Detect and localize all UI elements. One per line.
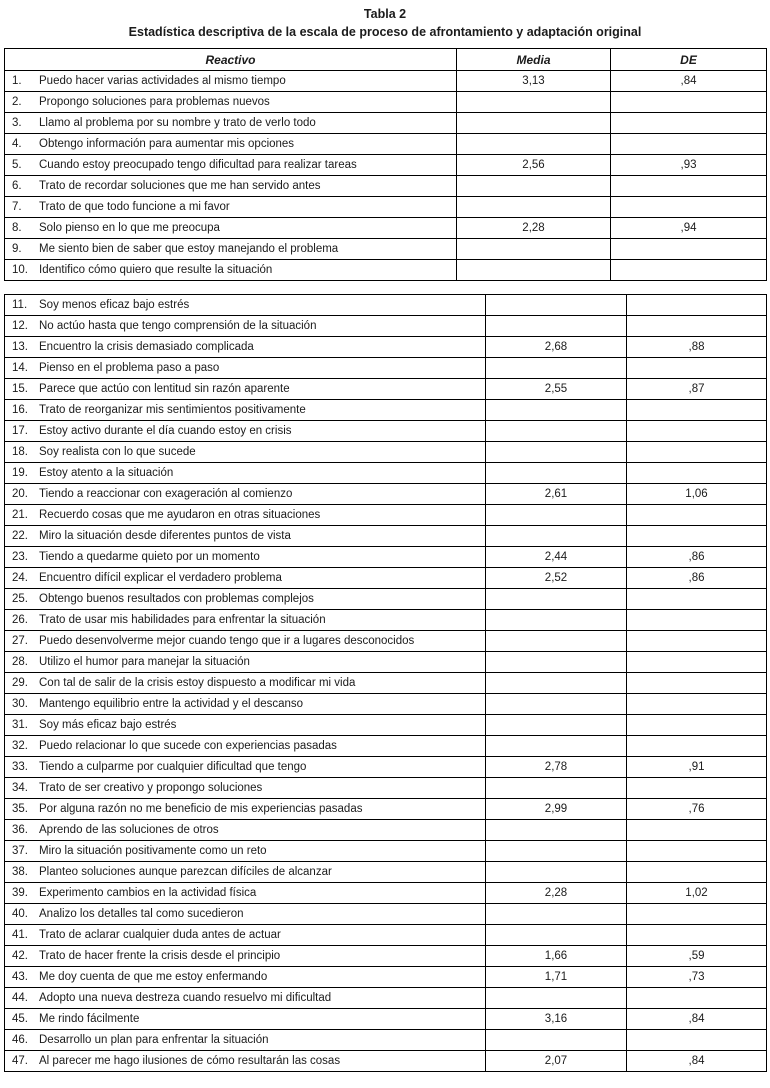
- item-text: Obtengo buenos resultados con problemas complejos: [39, 593, 314, 605]
- item-text: Con tal de salir de la crisis estoy dispuesto a modificar mi vida: [39, 677, 356, 689]
- de-cell: 1,02: [627, 883, 767, 904]
- reactivo-cell: [5, 421, 486, 442]
- item-number: 43.: [12, 971, 28, 983]
- de-cell: [627, 421, 767, 442]
- item-text: Puedo desenvolverme mejor cuando tengo que ir a lugares desconocidos: [39, 635, 415, 647]
- de-cell: [627, 988, 767, 1009]
- item-text: Me siento bien de saber que estoy manejando el problema: [39, 243, 339, 255]
- media-cell: 2,44: [486, 547, 627, 568]
- table-row: [5, 260, 767, 281]
- table-row: [5, 967, 767, 988]
- table-row: [5, 946, 767, 967]
- item-number: 26.: [12, 614, 28, 626]
- item-number: 17.: [12, 425, 28, 437]
- media-cell: [486, 736, 627, 757]
- media-cell: [457, 197, 611, 218]
- table-row: [5, 778, 767, 799]
- de-cell: ,73: [627, 967, 767, 988]
- table-row: [5, 757, 767, 778]
- table-row: [5, 134, 767, 155]
- header-media: Media: [457, 49, 611, 71]
- item-text: Pienso en el problema paso a paso: [39, 362, 220, 374]
- media-cell: [457, 176, 611, 197]
- table-row: [5, 925, 767, 946]
- table-row: [5, 1030, 767, 1051]
- de-cell: [611, 197, 767, 218]
- table-row: [5, 862, 767, 883]
- item-text: Analizo los detalles tal como sucedieron: [39, 908, 244, 920]
- media-cell: [486, 400, 627, 421]
- de-cell: [611, 92, 767, 113]
- media-cell: [486, 925, 627, 946]
- item-number: 1.: [12, 75, 22, 87]
- de-cell: ,94: [611, 218, 767, 239]
- table-row: [5, 218, 767, 239]
- reactivo-cell: [5, 862, 486, 883]
- item-text: Parece que actúo con lentitud sin razón aparente: [39, 383, 290, 395]
- reactivo-cell: [5, 218, 457, 239]
- reactivo-cell: [5, 379, 486, 400]
- table-row: [5, 736, 767, 757]
- item-number: 12.: [12, 320, 28, 332]
- de-cell: [611, 176, 767, 197]
- reactivo-cell: [5, 883, 486, 904]
- reactivo-cell: [5, 505, 486, 526]
- reactivo-cell: [5, 1009, 486, 1030]
- de-cell: [627, 778, 767, 799]
- de-cell: [627, 400, 767, 421]
- media-cell: [486, 358, 627, 379]
- media-cell: 3,16: [486, 1009, 627, 1030]
- reactivo-cell: [5, 673, 486, 694]
- de-cell: ,86: [627, 568, 767, 589]
- table-row: [5, 820, 767, 841]
- de-cell: ,87: [627, 379, 767, 400]
- item-number: 14.: [12, 362, 28, 374]
- table-row: [5, 442, 767, 463]
- media-cell: [486, 505, 627, 526]
- item-number: 29.: [12, 677, 28, 689]
- item-number: 37.: [12, 845, 28, 857]
- de-cell: [627, 925, 767, 946]
- media-cell: [486, 841, 627, 862]
- item-number: 18.: [12, 446, 28, 458]
- item-text: Encuentro la crisis demasiado complicada: [39, 341, 254, 353]
- item-number: 4.: [12, 138, 22, 150]
- item-number: 11.: [12, 299, 28, 311]
- item-text: Estoy activo durante el día cuando estoy en crisis: [39, 425, 292, 437]
- de-cell: ,84: [627, 1009, 767, 1030]
- de-cell: [611, 134, 767, 155]
- item-text: Trato de aclarar cualquier duda antes de actuar: [39, 929, 281, 941]
- item-number: 5.: [12, 159, 22, 171]
- table-row: [5, 841, 767, 862]
- reactivo-cell: [5, 610, 486, 631]
- reactivo-cell: [5, 239, 457, 260]
- item-text: Encuentro difícil explicar el verdadero problema: [39, 572, 282, 584]
- table-row: [5, 1009, 767, 1030]
- media-cell: [486, 862, 627, 883]
- item-text: Me doy cuenta de que me estoy enfermando: [39, 971, 268, 983]
- reactivo-cell: [5, 799, 486, 820]
- reactivo-cell: [5, 547, 486, 568]
- reactivo-cell: [5, 358, 486, 379]
- reactivo-cell: [5, 568, 486, 589]
- reactivo-cell: [5, 113, 457, 134]
- item-number: 7.: [12, 201, 22, 213]
- de-cell: [627, 715, 767, 736]
- media-cell: [486, 673, 627, 694]
- reactivo-cell: [5, 1030, 486, 1051]
- media-cell: 2,07: [486, 1051, 627, 1072]
- de-cell: [627, 841, 767, 862]
- table-row: [5, 694, 767, 715]
- item-text: Trato de ser creativo y propongo soluciones: [39, 782, 263, 794]
- reactivo-cell: [5, 484, 486, 505]
- item-number: 16.: [12, 404, 28, 416]
- table-row: [5, 71, 767, 92]
- item-number: 45.: [12, 1013, 28, 1025]
- table-title: Tabla 2: [363, 7, 407, 21]
- header-row: [5, 49, 767, 71]
- item-text: Adopto una nueva destreza cuando resuelvo mi dificultad: [39, 992, 332, 1004]
- table-row: [5, 176, 767, 197]
- item-number: 19.: [12, 467, 28, 479]
- reactivo-cell: [5, 71, 457, 92]
- table-row: [5, 316, 767, 337]
- media-cell: [457, 239, 611, 260]
- item-number: 31.: [12, 719, 28, 731]
- de-cell: [627, 295, 767, 316]
- de-cell: ,88: [627, 337, 767, 358]
- item-number: 36.: [12, 824, 28, 836]
- item-number: 24.: [12, 572, 28, 584]
- item-text: Por alguna razón no me beneficio de mis experiencias pasadas: [39, 803, 363, 815]
- table-row: [5, 610, 767, 631]
- table-row: [5, 400, 767, 421]
- de-cell: ,84: [611, 71, 767, 92]
- stats-table-block-1: [4, 48, 767, 281]
- table-row: [5, 197, 767, 218]
- item-number: 10.: [12, 264, 28, 276]
- item-text: Soy realista con lo que sucede: [39, 446, 196, 458]
- reactivo-cell: [5, 1051, 486, 1072]
- reactivo-cell: [5, 967, 486, 988]
- media-cell: 2,52: [486, 568, 627, 589]
- media-cell: 2,55: [486, 379, 627, 400]
- de-cell: [627, 505, 767, 526]
- item-number: 23.: [12, 551, 28, 563]
- item-number: 35.: [12, 803, 28, 815]
- table-page-break-gap: [4, 281, 766, 294]
- item-text: Miro la situación positivamente como un reto: [39, 845, 267, 857]
- media-cell: [457, 260, 611, 281]
- reactivo-cell: [5, 694, 486, 715]
- media-cell: [457, 113, 611, 134]
- item-text: Aprendo de las soluciones de otros: [39, 824, 219, 836]
- reactivo-cell: [5, 988, 486, 1009]
- de-cell: [627, 1030, 767, 1051]
- media-cell: [457, 134, 611, 155]
- item-text: Solo pienso en lo que me preocupa: [39, 222, 220, 234]
- media-cell: [486, 652, 627, 673]
- title-block: [4, 7, 766, 39]
- table-row: [5, 652, 767, 673]
- item-number: 2.: [12, 96, 22, 108]
- media-cell: [486, 295, 627, 316]
- media-cell: [486, 820, 627, 841]
- item-number: 34.: [12, 782, 28, 794]
- header-reactivo: Reactivo: [5, 49, 457, 71]
- media-cell: [486, 694, 627, 715]
- table-row: [5, 113, 767, 134]
- table-row: [5, 358, 767, 379]
- reactivo-cell: [5, 925, 486, 946]
- table-row: [5, 589, 767, 610]
- media-cell: 2,78: [486, 757, 627, 778]
- item-text: Puedo relacionar lo que sucede con experiencias pasadas: [39, 740, 337, 752]
- item-text: Soy más eficaz bajo estrés: [39, 719, 177, 731]
- media-cell: 2,68: [486, 337, 627, 358]
- reactivo-cell: [5, 778, 486, 799]
- header-de: DE: [611, 49, 767, 71]
- item-text: Trato de hacer frente la crisis desde el principio: [39, 950, 281, 962]
- table-row: [5, 421, 767, 442]
- item-number: 25.: [12, 593, 28, 605]
- table-row: [5, 883, 767, 904]
- item-text: Obtengo información para aumentar mis opciones: [39, 138, 295, 150]
- reactivo-cell: [5, 526, 486, 547]
- item-number: 27.: [12, 635, 28, 647]
- de-cell: [627, 673, 767, 694]
- reactivo-cell: [5, 463, 486, 484]
- item-number: 3.: [12, 117, 22, 129]
- item-text: Identifico cómo quiero que resulte la situación: [39, 264, 273, 276]
- item-text: No actúo hasta que tengo comprensión de la situación: [39, 320, 317, 332]
- reactivo-cell: [5, 295, 486, 316]
- de-cell: ,86: [627, 547, 767, 568]
- item-number: 40.: [12, 908, 28, 920]
- item-text: Tiendo a culparme por cualquier dificultad que tengo: [39, 761, 307, 773]
- reactivo-cell: [5, 176, 457, 197]
- table-row: [5, 379, 767, 400]
- table-row: [5, 904, 767, 925]
- item-number: 30.: [12, 698, 28, 710]
- item-text: Soy menos eficaz bajo estrés: [39, 299, 190, 311]
- table-row: [5, 526, 767, 547]
- item-number: 6.: [12, 180, 22, 192]
- reactivo-cell: [5, 316, 486, 337]
- reactivo-cell: [5, 715, 486, 736]
- item-text: Miro la situación desde diferentes puntos de vista: [39, 530, 291, 542]
- media-cell: 2,56: [457, 155, 611, 176]
- item-number: 21.: [12, 509, 28, 521]
- table-row: [5, 1051, 767, 1072]
- item-number: 22.: [12, 530, 28, 542]
- de-cell: [627, 736, 767, 757]
- media-cell: 2,28: [486, 883, 627, 904]
- item-text: Mantengo equilibrio entre la actividad y el descanso: [39, 698, 304, 710]
- reactivo-cell: [5, 92, 457, 113]
- table-row: [5, 799, 767, 820]
- item-text: Me rindo fácilmente: [39, 1013, 140, 1025]
- table-row: [5, 673, 767, 694]
- item-text: Experimento cambios en la actividad física: [39, 887, 257, 899]
- item-text: Utilizo el humor para manejar la situación: [39, 656, 250, 668]
- item-number: 44.: [12, 992, 28, 1004]
- media-cell: 1,66: [486, 946, 627, 967]
- media-cell: [486, 610, 627, 631]
- item-number: 33.: [12, 761, 28, 773]
- item-text: Estoy atento a la situación: [39, 467, 174, 479]
- media-cell: [486, 463, 627, 484]
- table-row: [5, 155, 767, 176]
- de-cell: [611, 113, 767, 134]
- media-cell: [486, 442, 627, 463]
- item-number: 42.: [12, 950, 28, 962]
- item-text: Trato de usar mis habilidades para enfrentar la situación: [39, 614, 326, 626]
- media-cell: 3,13: [457, 71, 611, 92]
- stats-table-block-2: [4, 294, 767, 1072]
- item-number: 46.: [12, 1034, 28, 1046]
- de-cell: ,84: [627, 1051, 767, 1072]
- table-row: [5, 239, 767, 260]
- item-text: Recuerdo cosas que me ayudaron en otras situaciones: [39, 509, 321, 521]
- de-cell: [627, 442, 767, 463]
- item-number: 9.: [12, 243, 22, 255]
- reactivo-cell: [5, 652, 486, 673]
- de-cell: [627, 316, 767, 337]
- reactivo-cell: [5, 736, 486, 757]
- media-cell: 2,99: [486, 799, 627, 820]
- media-cell: 2,61: [486, 484, 627, 505]
- reactivo-cell: [5, 820, 486, 841]
- media-cell: [457, 92, 611, 113]
- table-row: [5, 631, 767, 652]
- de-cell: ,91: [627, 757, 767, 778]
- item-text: Trato de que todo funcione a mi favor: [39, 201, 230, 213]
- table-row: [5, 295, 767, 316]
- item-number: 47.: [12, 1055, 28, 1067]
- table-row: [5, 505, 767, 526]
- reactivo-cell: [5, 904, 486, 925]
- item-number: 38.: [12, 866, 28, 878]
- de-cell: [611, 260, 767, 281]
- de-cell: ,93: [611, 155, 767, 176]
- item-number: 15.: [12, 383, 28, 395]
- media-cell: [486, 778, 627, 799]
- reactivo-cell: [5, 589, 486, 610]
- table-row: [5, 568, 767, 589]
- de-cell: ,76: [627, 799, 767, 820]
- item-text: Trato de recordar soluciones que me han servido antes: [39, 180, 321, 192]
- item-text: Tiendo a reaccionar con exageración al comienzo: [39, 488, 293, 500]
- item-text: Al parecer me hago ilusiones de cómo resultarán las cosas: [39, 1055, 341, 1067]
- reactivo-cell: [5, 337, 486, 358]
- table-row: [5, 715, 767, 736]
- item-number: 13.: [12, 341, 28, 353]
- media-cell: [486, 1030, 627, 1051]
- item-number: 28.: [12, 656, 28, 668]
- reactivo-cell: [5, 260, 457, 281]
- de-cell: [627, 589, 767, 610]
- reactivo-cell: [5, 442, 486, 463]
- de-cell: [627, 862, 767, 883]
- item-number: 8.: [12, 222, 22, 234]
- media-cell: [486, 988, 627, 1009]
- media-cell: [486, 316, 627, 337]
- table-row: [5, 92, 767, 113]
- table-row: [5, 463, 767, 484]
- de-cell: [627, 358, 767, 379]
- reactivo-cell: [5, 197, 457, 218]
- de-cell: [611, 239, 767, 260]
- item-number: 20.: [12, 488, 28, 500]
- item-text: Tiendo a quedarme quieto por un momento: [39, 551, 260, 563]
- de-cell: [627, 820, 767, 841]
- table-row: [5, 337, 767, 358]
- item-text: Planteo soluciones aunque parezcan difíciles de alcanzar: [39, 866, 332, 878]
- media-cell: [486, 715, 627, 736]
- de-cell: ,59: [627, 946, 767, 967]
- item-text: Cuando estoy preocupado tengo dificultad para realizar tareas: [39, 159, 357, 171]
- table-subtitle: Estadística descriptiva de la escala de proceso de afrontamiento y adaptación original: [128, 25, 642, 39]
- media-cell: [486, 631, 627, 652]
- item-text: Desarrollo un plan para enfrentar la situación: [39, 1034, 269, 1046]
- reactivo-cell: [5, 631, 486, 652]
- de-cell: 1,06: [627, 484, 767, 505]
- reactivo-cell: [5, 757, 486, 778]
- item-text: Puedo hacer varias actividades al mismo tiempo: [39, 75, 286, 87]
- item-number: 39.: [12, 887, 28, 899]
- de-cell: [627, 694, 767, 715]
- media-cell: 2,28: [457, 218, 611, 239]
- de-cell: [627, 631, 767, 652]
- table-row: [5, 988, 767, 1009]
- reactivo-cell: [5, 155, 457, 176]
- reactivo-cell: [5, 134, 457, 155]
- media-cell: 1,71: [486, 967, 627, 988]
- item-text: Trato de reorganizar mis sentimientos positivamente: [39, 404, 306, 416]
- item-number: 41.: [12, 929, 28, 941]
- reactivo-cell: [5, 946, 486, 967]
- de-cell: [627, 463, 767, 484]
- item-number: 32.: [12, 740, 28, 752]
- reactivo-cell: [5, 841, 486, 862]
- media-cell: [486, 526, 627, 547]
- item-text: Propongo soluciones para problemas nuevos: [39, 96, 270, 108]
- media-cell: [486, 904, 627, 925]
- media-cell: [486, 589, 627, 610]
- item-text: Llamo al problema por su nombre y trato de verlo todo: [39, 117, 316, 129]
- de-cell: [627, 526, 767, 547]
- reactivo-cell: [5, 400, 486, 421]
- de-cell: [627, 904, 767, 925]
- table-row: [5, 484, 767, 505]
- de-cell: [627, 652, 767, 673]
- de-cell: [627, 610, 767, 631]
- table-row: [5, 547, 767, 568]
- media-cell: [486, 421, 627, 442]
